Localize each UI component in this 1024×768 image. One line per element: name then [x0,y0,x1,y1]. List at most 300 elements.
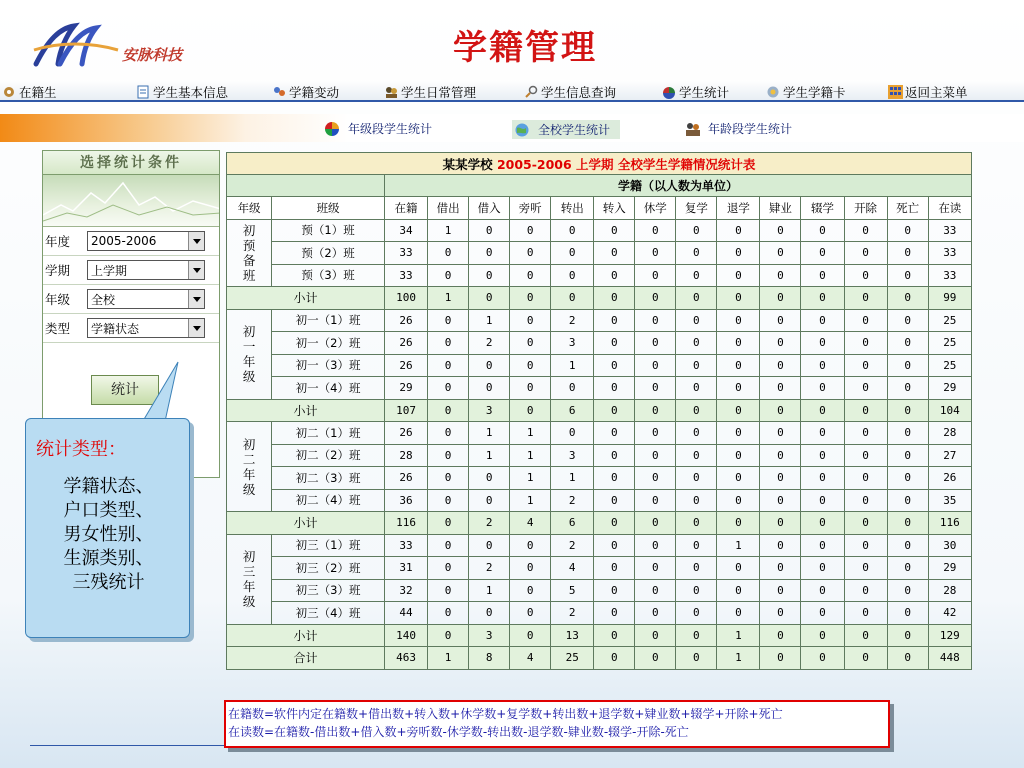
value-cell: 0 [844,489,887,512]
total-cell: 448 [928,647,971,670]
value-cell: 26 [385,354,428,377]
value-cell: 0 [635,489,676,512]
column-header: 借出 [428,197,469,220]
value-cell: 0 [801,489,844,512]
value-cell: 34 [385,219,428,242]
value-cell: 0 [801,309,844,332]
value-cell: 0 [469,219,510,242]
value-cell: 0 [428,354,469,377]
filter-row-type [43,314,219,343]
class-cell: 初一（2）班 [272,332,385,355]
value-cell: 0 [594,377,635,400]
group-header: 学籍（以人数为单位） [385,175,972,197]
statistics-button[interactable]: 统计 [91,375,159,405]
table-row [227,579,972,602]
year-label: 年度 [45,234,71,249]
grade-char: 级 [242,594,256,609]
tab-school-statistics[interactable] [512,120,620,139]
value-cell: 0 [887,444,928,467]
value-cell: 0 [676,332,717,355]
value-cell: 0 [594,309,635,332]
column-header: 在籍 [385,197,428,220]
value-cell: 0 [801,467,844,490]
value-cell: 0 [510,602,551,625]
value-cell: 29 [928,557,971,580]
tab-label: 年级段学生统计 [348,122,433,136]
value-cell: 0 [594,242,635,265]
subtotal-cell: 0 [594,624,635,647]
value-cell: 0 [594,467,635,490]
value-cell: 0 [801,242,844,265]
subtotal-label: 小计 [227,287,385,310]
table-row [227,602,972,625]
subtotal-cell: 0 [635,624,676,647]
column-header: 休学 [635,197,676,220]
chart-icon [662,85,677,99]
grade-char: 年 [242,354,256,369]
subtotal-row [227,399,972,422]
company-logo [30,20,220,70]
subtotal-label: 小计 [227,624,385,647]
subtotal-cell: 0 [635,512,676,535]
menu-item-info-query[interactable] [524,83,616,101]
formula-box [224,700,890,748]
value-cell: 1 [510,489,551,512]
value-cell: 0 [635,534,676,557]
value-cell: 25 [928,354,971,377]
class-cell: 初三（1）班 [272,534,385,557]
value-cell: 0 [676,422,717,445]
value-cell: 0 [635,557,676,580]
subtotal-cell: 0 [844,512,887,535]
annotation-callout [25,418,190,638]
value-cell: 32 [385,579,428,602]
grade-char: 初 [242,222,256,238]
tab-label: 全校学生统计 [538,123,611,137]
value-cell: 0 [428,332,469,355]
grade-char: 三 [242,564,256,579]
value-cell: 0 [760,467,801,490]
value-cell: 0 [428,534,469,557]
value-cell: 0 [801,332,844,355]
value-cell: 0 [428,579,469,602]
grade-char: 级 [242,369,256,384]
total-cell: 0 [594,647,635,670]
value-cell: 0 [469,242,510,265]
value-cell: 0 [844,242,887,265]
total-cell: 0 [801,647,844,670]
value-cell: 30 [928,534,971,557]
value-cell: 0 [510,534,551,557]
value-cell: 0 [469,534,510,557]
value-cell: 0 [551,242,594,265]
value-cell: 0 [676,377,717,400]
value-cell: 0 [594,219,635,242]
value-cell: 2 [551,489,594,512]
statistics-table [226,152,972,670]
class-cell: 预（1）班 [272,219,385,242]
value-cell: 1 [551,467,594,490]
formula-studying: 在读数=在籍数-借出数+借入数+旁听数-休学数-转出数-退学数-肄业数-辍学-开除-死亡 [228,725,689,739]
subtotal-cell: 6 [551,512,594,535]
value-cell: 0 [801,264,844,287]
value-cell: 3 [551,444,594,467]
table-row [227,309,972,332]
value-cell: 0 [717,467,760,490]
grade-char: 班 [242,267,256,283]
value-cell: 0 [801,444,844,467]
grade-char: 备 [242,252,256,268]
transfer-icon [272,85,287,99]
value-cell: 0 [428,489,469,512]
value-cell: 36 [385,489,428,512]
value-cell: 1 [510,422,551,445]
column-header: 复学 [676,197,717,220]
grade-char: 二 [242,451,256,467]
submenu-bar [0,114,1024,142]
subtotal-cell: 0 [801,624,844,647]
value-cell: 31 [385,557,428,580]
value-cell: 2 [551,309,594,332]
total-cell: 0 [635,647,676,670]
table-row [227,467,972,490]
value-cell: 2 [551,602,594,625]
value-cell: 0 [676,467,717,490]
value-cell: 0 [844,309,887,332]
value-cell: 4 [551,557,594,580]
subtotal-cell: 99 [928,287,971,310]
value-cell: 0 [801,602,844,625]
grade-cell [227,219,272,287]
total-cell: 1 [428,647,469,670]
value-cell: 0 [717,219,760,242]
total-cell: 8 [469,647,510,670]
value-cell: 0 [551,422,594,445]
subtotal-row [227,512,972,535]
subtotal-cell: 0 [760,512,801,535]
table-row [227,534,972,557]
value-cell: 0 [801,219,844,242]
value-cell: 2 [551,534,594,557]
value-cell: 0 [676,354,717,377]
header-blank [227,175,385,197]
subtotal-cell: 0 [676,512,717,535]
value-cell: 0 [887,534,928,557]
value-cell: 0 [887,242,928,265]
menu-item-back-to-main[interactable] [888,83,968,101]
class-cell: 初二（1）班 [272,422,385,445]
value-cell: 0 [635,264,676,287]
value-cell: 0 [760,377,801,400]
value-cell: 0 [510,557,551,580]
value-cell: 26 [385,422,428,445]
subtotal-cell: 0 [717,287,760,310]
value-cell: 1 [510,467,551,490]
value-cell: 0 [760,219,801,242]
value-cell: 0 [428,377,469,400]
subtotal-cell: 0 [801,512,844,535]
total-cell: 0 [844,647,887,670]
subtotal-cell: 116 [385,512,428,535]
value-cell: 0 [887,354,928,377]
menu-item-enrolled[interactable] [2,83,57,101]
grade-char: 初 [242,436,256,452]
subtotal-cell: 0 [801,399,844,422]
value-cell: 0 [760,557,801,580]
tab-label: 年龄段学生统计 [708,122,793,136]
statistics-table-container [226,152,972,670]
grade-select[interactable]: 全校 [87,289,205,309]
subtotal-cell: 0 [676,287,717,310]
column-header: 退学 [717,197,760,220]
value-cell: 0 [428,264,469,287]
value-cell: 0 [676,579,717,602]
table-title-text: 2005-2006 上学期 全校学生学籍情况统计表 [496,156,756,172]
value-cell: 1 [428,219,469,242]
value-cell: 0 [469,489,510,512]
subtotal-cell: 0 [887,512,928,535]
value-cell: 0 [594,534,635,557]
value-cell: 0 [551,264,594,287]
subtotal-cell: 0 [717,399,760,422]
subtotal-cell: 0 [676,399,717,422]
value-cell: 0 [428,467,469,490]
table-row [227,557,972,580]
column-header: 开除 [844,197,887,220]
subtotal-cell: 129 [928,624,971,647]
tab-grade-statistics[interactable] [324,120,432,137]
value-cell: 0 [760,354,801,377]
subtotal-cell: 0 [844,399,887,422]
grade-cell [227,309,272,399]
value-cell: 0 [844,467,887,490]
menu-item-status-change[interactable] [272,83,339,101]
value-cell: 29 [385,377,428,400]
grade-char: 初 [242,549,256,564]
callout-body [26,475,191,595]
value-cell: 0 [844,332,887,355]
menu-item-label: 学生统计 [679,85,730,100]
subtotal-cell: 1 [428,287,469,310]
value-cell: 0 [635,242,676,265]
value-cell: 0 [635,422,676,445]
page-title: 学籍管理 [453,28,597,68]
value-cell: 0 [844,444,887,467]
subtotal-cell: 0 [801,287,844,310]
logo-mark-icon [30,20,120,70]
class-cell: 初一（4）班 [272,377,385,400]
value-cell: 0 [594,354,635,377]
value-cell: 1 [551,354,594,377]
subtotal-cell: 0 [635,287,676,310]
value-cell: 0 [887,422,928,445]
column-header-row [227,197,972,220]
subtotal-cell: 0 [844,287,887,310]
subtotal-label: 小计 [227,512,385,535]
decorative-banner [43,175,219,227]
card-icon [766,85,781,99]
menu-item-statistics[interactable] [662,83,729,101]
column-header-grade: 年级 [227,197,272,220]
class-cell: 初二（4）班 [272,489,385,512]
value-cell: 0 [887,467,928,490]
value-cell: 3 [551,332,594,355]
class-cell: 初二（3）班 [272,467,385,490]
value-cell: 28 [928,579,971,602]
value-cell: 33 [385,264,428,287]
value-cell: 0 [676,264,717,287]
value-cell: 5 [551,579,594,602]
value-cell: 0 [717,242,760,265]
menu-item-student-card[interactable] [766,83,846,101]
value-cell: 0 [635,332,676,355]
value-cell: 1 [469,444,510,467]
value-cell: 0 [760,444,801,467]
main-menu-bar [0,80,1024,102]
value-cell: 0 [594,557,635,580]
value-cell: 33 [385,242,428,265]
value-cell: 0 [717,602,760,625]
value-cell: 1 [469,309,510,332]
tab-age-statistics[interactable] [684,120,792,137]
table-row [227,489,972,512]
value-cell: 0 [801,557,844,580]
subtotal-row [227,287,972,310]
subtotal-cell: 116 [928,512,971,535]
value-cell: 0 [844,354,887,377]
subtotal-cell: 140 [385,624,428,647]
value-cell: 0 [887,264,928,287]
filter-row-year [43,227,219,256]
value-cell: 0 [717,489,760,512]
value-cell: 0 [635,602,676,625]
value-cell: 0 [887,377,928,400]
logo-text: 安脉科技 [122,46,183,64]
value-cell: 0 [676,444,717,467]
value-cell: 0 [469,602,510,625]
value-cell: 0 [510,309,551,332]
value-cell: 0 [801,354,844,377]
grade-char: 一 [242,339,256,354]
term-select[interactable]: 上学期 [87,260,205,280]
value-cell: 0 [428,444,469,467]
grade-cell [227,422,272,512]
value-cell: 0 [428,602,469,625]
chevron-down-icon [188,261,204,279]
value-cell: 0 [428,422,469,445]
callout-line: 生源类别、 [63,548,154,569]
value-cell: 26 [928,467,971,490]
value-cell: 0 [510,377,551,400]
subtotal-cell: 0 [887,399,928,422]
menu-item-basic-info[interactable] [136,83,228,101]
filter-row-grade [43,285,219,314]
value-cell: 33 [385,534,428,557]
value-cell: 0 [844,377,887,400]
subtotal-cell: 0 [887,624,928,647]
callout-line: 男女性别、 [63,524,154,545]
column-header: 肄业 [760,197,801,220]
value-cell: 33 [928,264,971,287]
pie-icon [324,121,342,137]
table-header-row [227,175,972,197]
value-cell: 26 [385,467,428,490]
column-header: 借入 [469,197,510,220]
value-cell: 26 [385,309,428,332]
subtotal-cell: 0 [844,624,887,647]
divider [30,745,224,746]
value-cell: 0 [635,354,676,377]
value-cell: 0 [594,602,635,625]
value-cell: 0 [676,534,717,557]
term-label: 学期 [45,263,71,278]
subtotal-cell: 6 [551,399,594,422]
student-icon [2,85,17,99]
class-cell: 初一（1）班 [272,309,385,332]
table-title-row [227,153,972,175]
subtotal-cell: 0 [594,287,635,310]
value-cell: 0 [635,467,676,490]
class-cell: 初一（3）班 [272,354,385,377]
subtotal-cell: 0 [887,287,928,310]
table-row [227,242,972,265]
value-cell: 42 [928,602,971,625]
value-cell: 0 [594,332,635,355]
magnifier-icon [524,85,539,99]
total-cell: 0 [760,647,801,670]
value-cell: 0 [594,422,635,445]
value-cell: 2 [469,557,510,580]
grade-char: 初 [242,324,256,339]
column-header-class: 班级 [272,197,385,220]
menu-item-daily-management[interactable] [384,83,476,101]
value-cell: 0 [469,264,510,287]
grade-char: 年 [242,579,256,594]
table-row [227,422,972,445]
value-cell: 27 [928,444,971,467]
filter-panel-title: 选择统计条件 [43,151,219,175]
value-cell: 0 [887,219,928,242]
callout-line: 三残统计 [72,572,145,593]
class-cell: 预（3）班 [272,264,385,287]
value-cell: 35 [928,489,971,512]
total-cell: 0 [887,647,928,670]
value-cell: 0 [760,489,801,512]
subtotal-cell: 0 [594,399,635,422]
table-row [227,444,972,467]
type-select[interactable]: 学籍状态 [87,318,205,338]
year-select[interactable]: 2005-2006 [87,231,205,251]
value-cell: 44 [385,602,428,625]
value-cell: 1 [717,534,760,557]
table-row [227,354,972,377]
value-cell: 0 [635,579,676,602]
value-cell: 0 [887,579,928,602]
value-cell: 0 [717,422,760,445]
trend-line-icon [43,175,219,227]
subtotal-cell: 0 [428,512,469,535]
column-header: 转出 [551,197,594,220]
subtotal-cell: 0 [676,624,717,647]
value-cell: 0 [428,242,469,265]
total-cell: 4 [510,647,551,670]
value-cell: 0 [428,557,469,580]
grade-char: 预 [242,237,256,253]
subtotal-cell: 107 [385,399,428,422]
value-cell: 0 [510,579,551,602]
value-cell: 0 [887,309,928,332]
value-cell: 0 [717,444,760,467]
